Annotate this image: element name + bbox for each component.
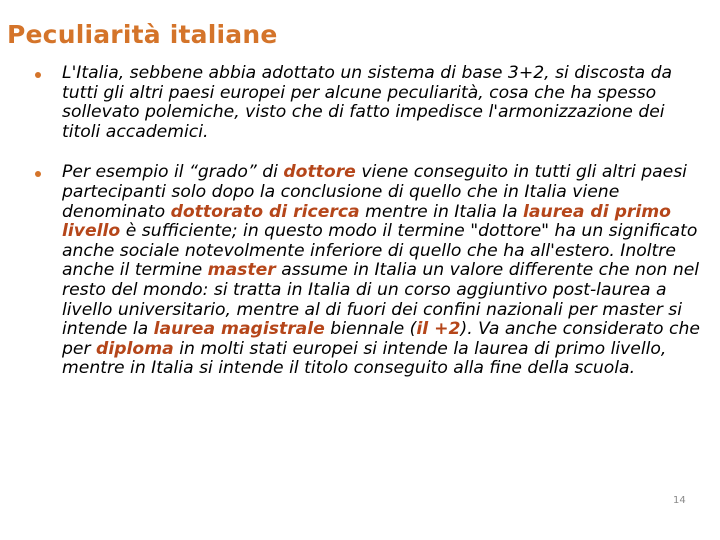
bullet-text: viene conseguito in tutti gli altri paesi partecipanti solo dopo la conclusione di quello che in Italia viene denominato — [62, 162, 687, 222]
bullet-text: Per esempio il “grado” di — [62, 162, 284, 183]
bullet-dot-icon — [35, 72, 41, 78]
bullet-text: assume in Italia un valore differente che non nel resto del mondo: si tratta in Italia di un corso aggiuntivo post-laurea a livello universitario, mentre al di fuori dei confini nazionali per master si intende la — [62, 260, 700, 340]
page-number: 14 — [673, 495, 686, 506]
highlight-term-laurea-magistrale: laurea magistrale — [153, 319, 325, 340]
bullet-item-1 — [32, 64, 702, 142]
highlight-term-laurea-primo-livello: laurea di primo livello — [62, 201, 671, 242]
highlight-term-master: master — [207, 260, 276, 281]
bullet-list — [32, 64, 702, 379]
bullet-item-2 — [32, 163, 702, 379]
bullet-text: L'Italia, sebbene abbia adottato un sistema di base 3+2, si discosta da tutti gli altri paesi europei per alcune peculiarità, cosa che ha spesso sollevato polemiche, visto che di fatto impedisce l'armonizzazione dei titoli accademici. — [62, 63, 673, 142]
bullet-text: in molti stati europei si intende la laurea di primo livello, mentre in Italia si intende il titolo conseguito alla fine della scuola. — [62, 338, 667, 379]
bullet-dot-icon — [35, 171, 41, 177]
highlight-term-diploma: diploma — [96, 338, 174, 359]
highlight-term-dottorato: dottorato di ricerca — [170, 201, 360, 222]
bullet-text: è sufficiente; in questo modo il termine "dottore" ha un significato anche sociale notevolmente inferiore di quello che ha all'estero. Inoltre anche il termine — [62, 221, 698, 281]
bullet-text: biennale ( — [324, 319, 417, 340]
highlight-term-dottore: dottore — [283, 162, 356, 183]
highlight-term-plus-two: il +2 — [416, 319, 461, 340]
bullet-text: mentre in Italia la — [359, 201, 523, 222]
bullet-text: ). Va anche considerato che per — [62, 319, 700, 359]
slide-title: Peculiarità italiane — [7, 20, 278, 49]
